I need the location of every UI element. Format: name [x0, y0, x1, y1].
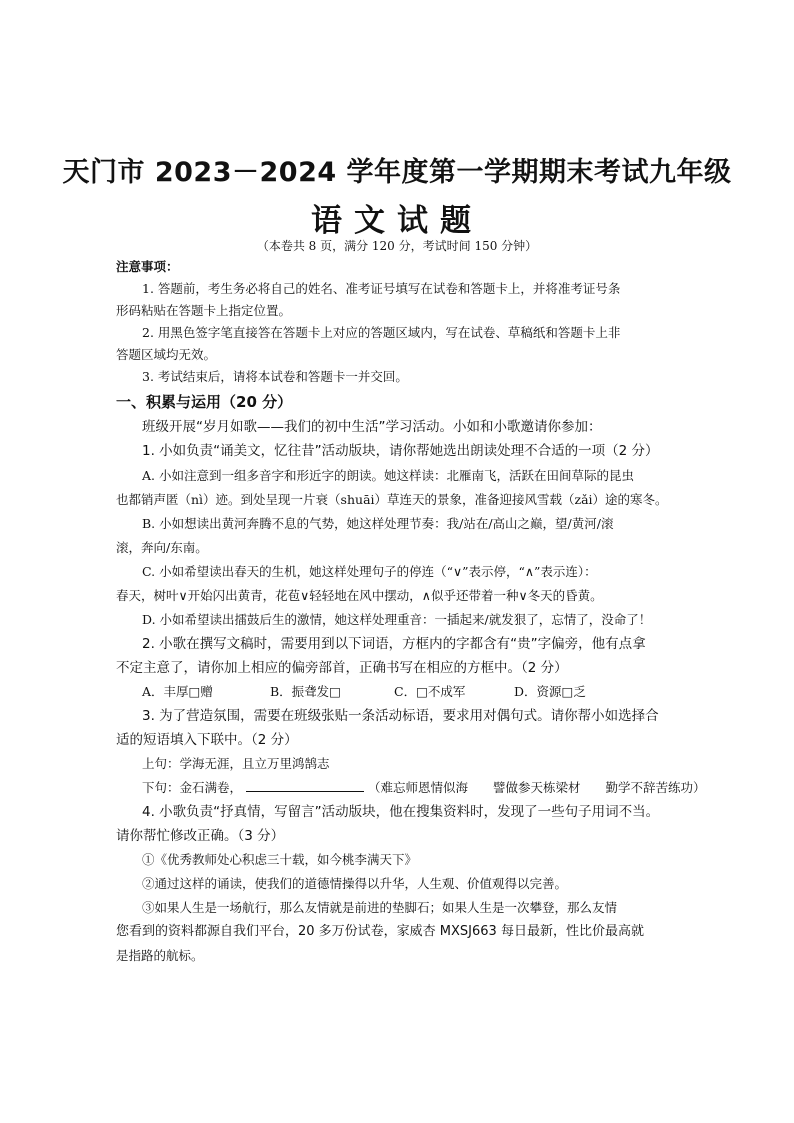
question-4-sentence-3: ③如果人生是一场航行，那么友情就是前进的垫脚石；如果人生是一次攀登，那么友情: [142, 900, 618, 915]
question-2-options: [142, 683, 712, 701]
question-4-sentence-1: ①《优秀教师处心积虑三十载，如今桃李满天下》: [142, 852, 418, 867]
question-4-sentence-3-end: 是指路的航标。: [116, 948, 204, 963]
question-2-stem-cont: 不定主意了，请你加上相应的偏旁部首，正确书写在相应的方框中。（2 分）: [116, 660, 568, 676]
notice-item-3: 3. 考试结束后，请将本试卷和答题卡一并交回。: [142, 369, 408, 384]
question-3-stem-cont: 适的短语填入下联中。（2 分）: [116, 732, 298, 748]
question-4-stem: 4. 小歌负责“抒真情，写留言”活动版块，他在搜集资料时，发现了一些句子用词不当。: [142, 804, 660, 820]
couplet-lower-options: （难忘师恩情似海 譬做参天栋梁材 勤学不辞苦练功）: [368, 780, 706, 795]
question-1-option-c-cont: 春天，树叶∨开始闪出黄青，花苞∨轻轻地在风中摆动，∧似乎还带着一种∨冬天的昏黄。: [116, 588, 603, 603]
question-1-option-c: C. 小如希望读出春天的生机，她这样处理句子的停连（“∨”表示停，“∧”表示连）：: [142, 564, 597, 579]
notice-item-1: 1. 答题前，考生务必将自己的姓名、准考证号填写在试卷和答题卡上，并将准考证号条: [142, 281, 621, 296]
subject-title: 语文试题: [311, 203, 483, 239]
question-1-option-b-cont: 滚，奔向/东南。: [116, 540, 208, 555]
question-2-option-d: D．资源□乏: [514, 684, 586, 699]
question-1-option-a: A. 小如注意到一组多音字和形近字的朗读。她这样读：北雁南飞，活跃在田间草际的昆虫: [142, 468, 634, 483]
question-2-option-a: A．丰厚□赠: [142, 684, 213, 699]
answer-blank[interactable]: [246, 779, 364, 792]
question-2-option-c: C．□不成军: [394, 684, 466, 699]
question-1-option-d: D. 小如希望读出擂鼓后生的激情，她这样处理重音：一插起来/就发狠了，忘情了，没命了！: [142, 612, 652, 627]
exam-info: （本卷共 8 页，满分 120 分，考试时间 150 分钟）: [256, 239, 538, 253]
question-1-option-b: B. 小如想读出黄河奔腾不息的气势，她这样处理节奏：我/站在/高山之巅，望/黄河/滚: [142, 516, 614, 531]
question-4-sentence-3-cont: 您看到的资料都源自我们平台，20 多万份试卷，家威杏 MXSJ663 每日最新，性比价最高就: [116, 924, 644, 939]
question-1-option-a-cont: 也都销声匿（nì）迹。到处呈现一片衰（shuāi）草连天的景象，准备迎接风雪载（zǎi）途的寒冬。: [116, 492, 668, 507]
question-4-stem-cont: 请你帮忙修改正确。（3 分）: [116, 828, 285, 844]
notice-heading: 注意事项：: [116, 259, 179, 274]
couplet-lower-prefix: 下句：金石满卷，: [142, 780, 243, 795]
question-2-option-b: B．振聋发□: [270, 684, 341, 699]
question-4-sentence-2: ②通过这样的诵读，使我们的道德情操得以升华，人生观、价值观得以完善。: [142, 876, 568, 891]
question-2-stem: 2. 小歌在撰写文稿时，需要用到以下词语，方框内的字都含有“贵”字偏旁，他有点拿: [142, 636, 646, 652]
exam-title: 天门市 2023－2024 学年度第一学期期末考试九年级: [62, 157, 732, 188]
couplet-upper: 上句：学海无涯，且立万里鸿鹄志: [142, 756, 330, 771]
notice-item-2-cont: 答题区域均无效。: [116, 347, 217, 362]
notice-item-1-cont: 形码粘贴在答题卡上指定位置。: [116, 303, 292, 318]
question-3-stem: 3. 为了营造氛围，需要在班级张贴一条活动标语，要求用对偶句式。请你帮小如选择合: [142, 708, 659, 724]
notice-item-2: 2. 用黑色签字笔直接答在答题卡上对应的答题区域内，写在试卷、草稿纸和答题卡上非: [142, 325, 621, 340]
question-1-stem: 1. 小如负责“诵美文，忆往昔”活动版块，请你帮她选出朗读处理不合适的一项（2 分）: [142, 443, 659, 459]
section-heading: 一、积累与运用（20 分）: [116, 393, 293, 411]
section-intro: 班级开展“岁月如歌——我们的初中生活”学习活动。小如和小歌邀请你参加：: [142, 419, 602, 435]
couplet-lower: [142, 779, 712, 797]
